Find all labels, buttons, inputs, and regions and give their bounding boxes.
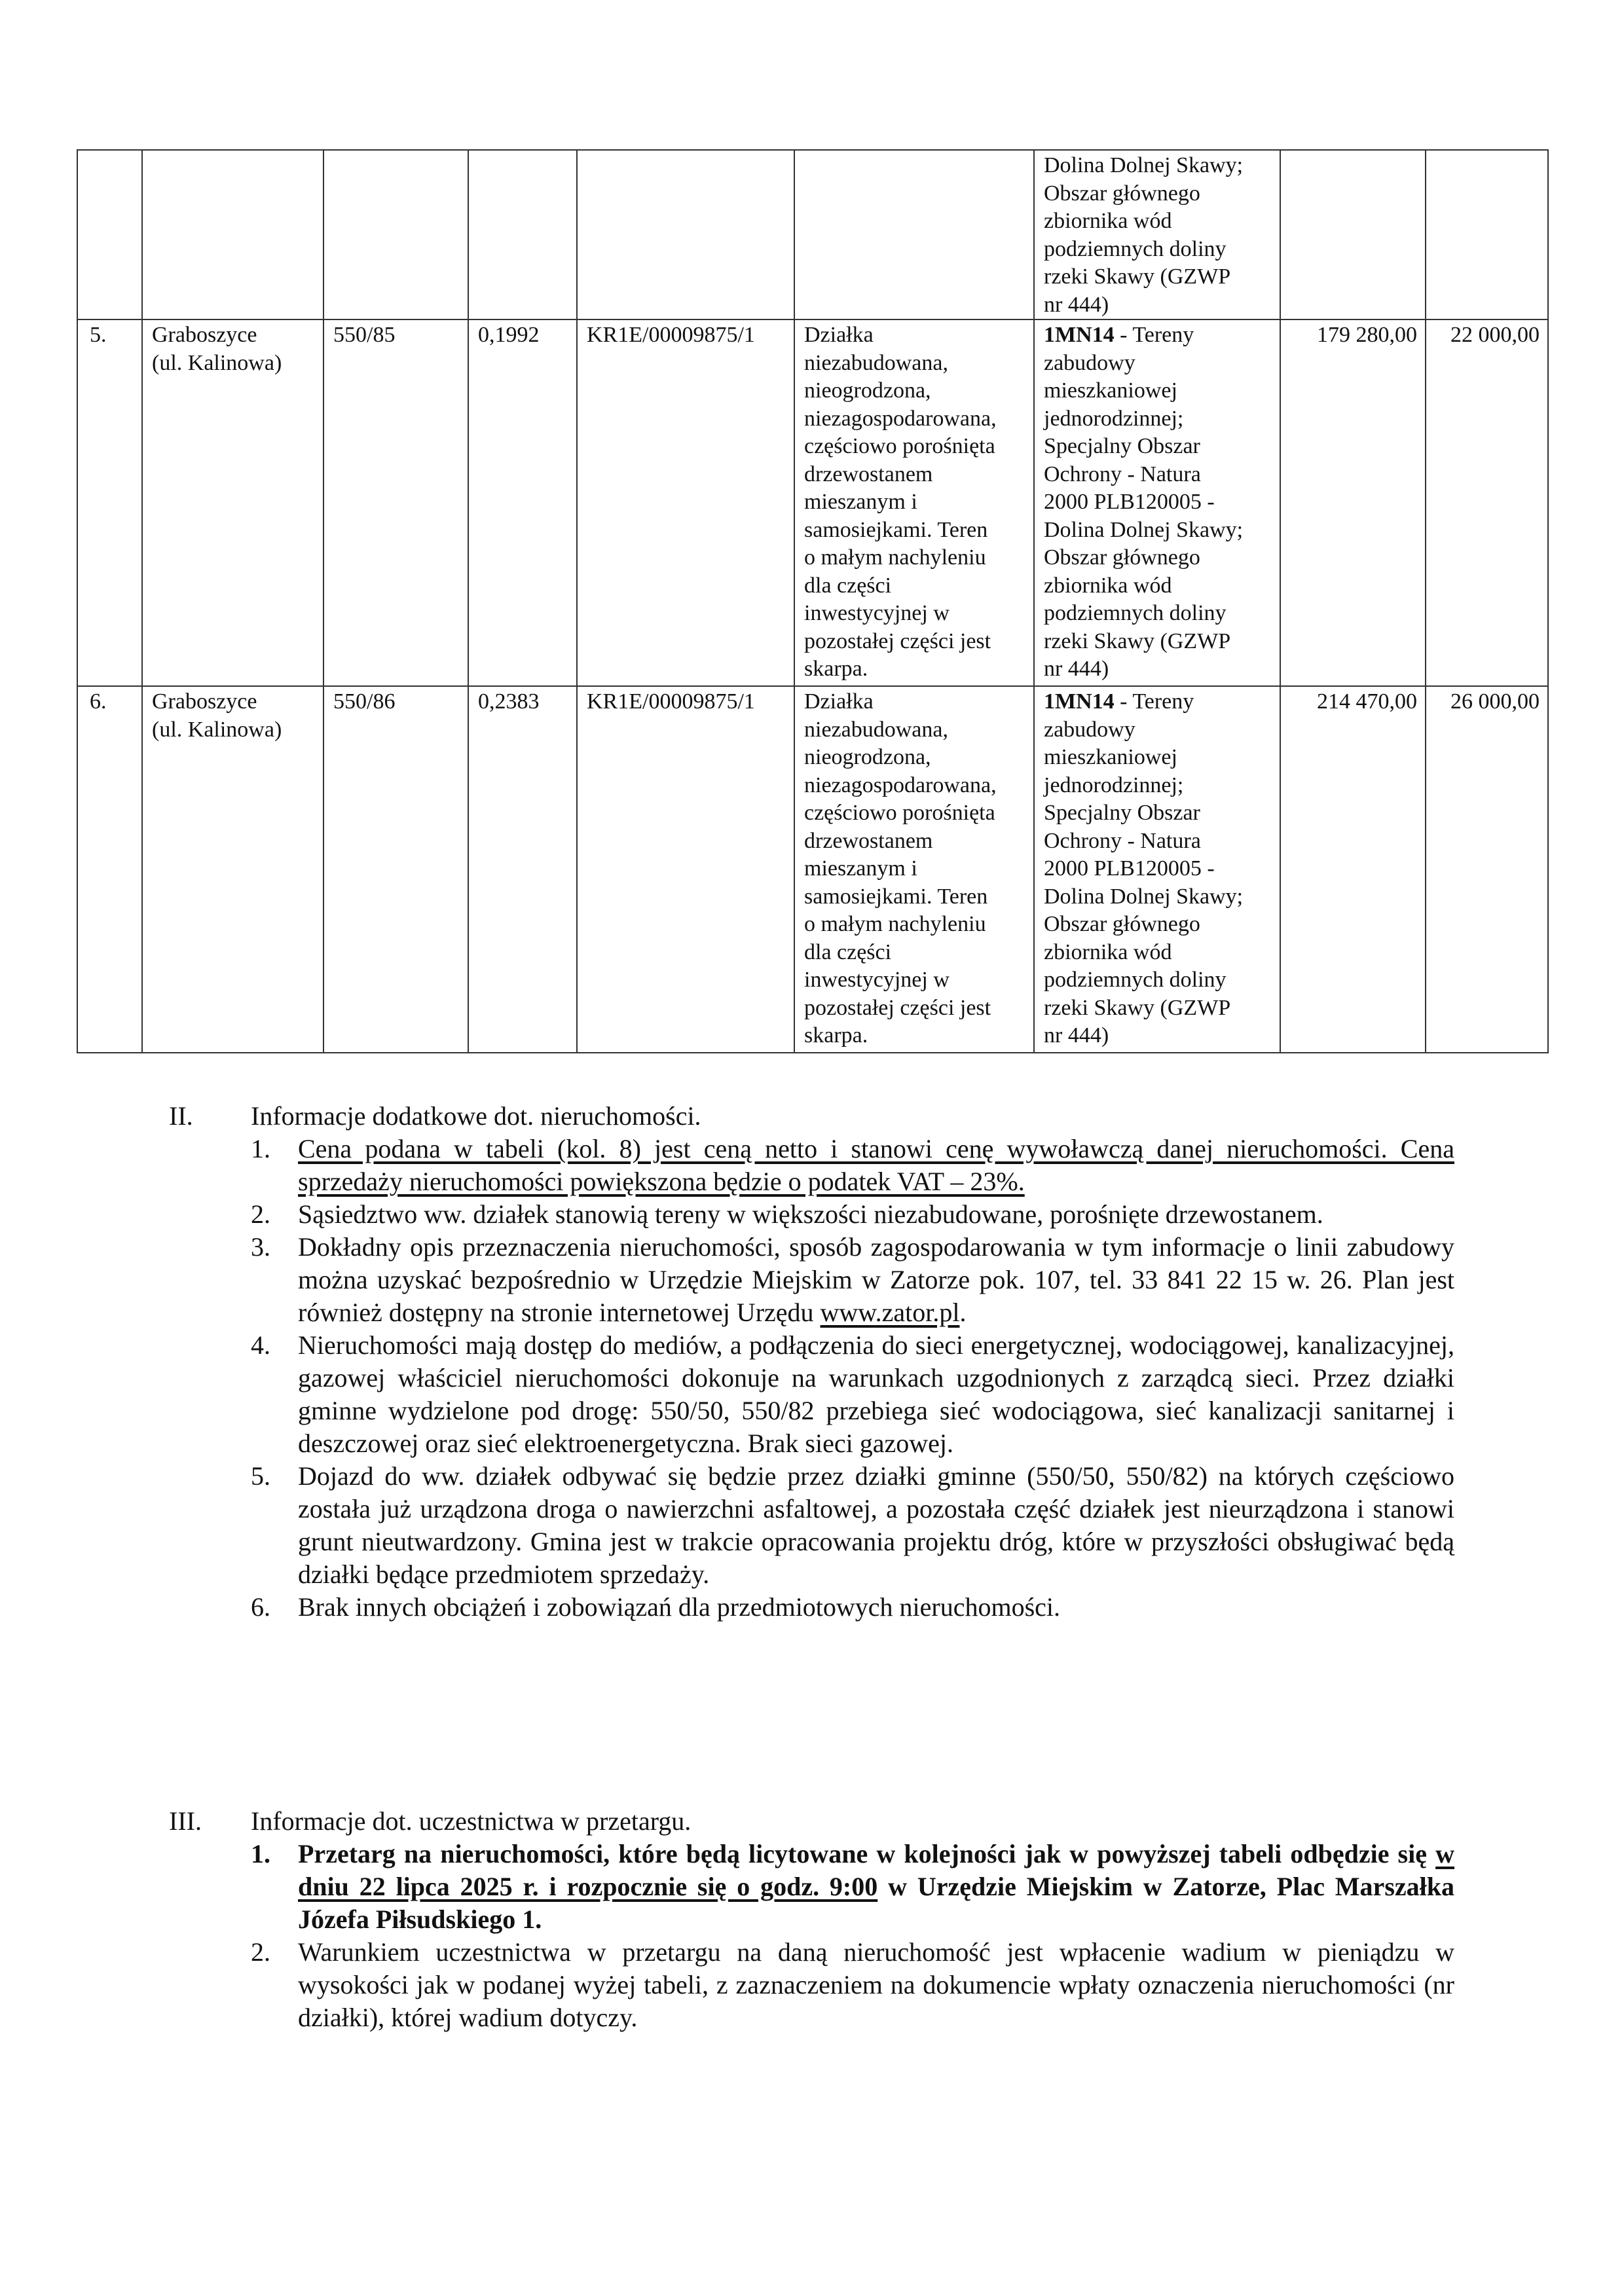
plan-code: 1MN14: [1044, 323, 1115, 347]
cell-land-register: KR1E/00009875/1: [577, 319, 794, 686]
cell-description: Działka niezabudowana, nieogrodzona, niezagospodarowana, częściowo porośnięta drzewostanem mieszanym i samosiejkami. Teren o małym nachyleniu dla części inwestycyjnej w pozostałej części jest skarpa.: [794, 319, 1034, 686]
website-link[interactable]: www.zator.pl: [820, 1298, 960, 1327]
cell-location: Graboszyce (ul. Kalinowa): [142, 319, 323, 686]
cell-plan: [1034, 150, 1280, 319]
cell-description: [794, 150, 1034, 319]
item-text: Cena podana w tabeli (kol. 8) jest ceną netto i stanowi cenę wywoławczą danej nieruchomości. Cena sprzedaży nieruchomości powiększona będzie o podatek VAT – 23%.: [298, 1134, 1454, 1196]
plan-text: - Tereny zabudowy mieszkaniowej jednorodzinnej; Specjalny Obszar Ochrony - Natura 2000 PLB120005 - Dolina Dolnej Skawy; Obszar głównego zbiornika wód podziemnych doliny rzeki Skawy (GZWP nr 444): [1044, 323, 1244, 681]
item-text: Sąsiedztwo ww. działek stanowią tereny w większości niezabudowane, porośnięte drzewostanem.: [298, 1199, 1323, 1229]
list-item: [251, 1133, 1454, 1198]
cell-deposit: 22 000,00: [1426, 319, 1548, 686]
list-item: [251, 1838, 1454, 1936]
cell-parcel: 550/86: [323, 686, 468, 1053]
cell-deposit: [1426, 150, 1548, 319]
cell-lp: 6.: [77, 686, 142, 1053]
cell-area: [468, 150, 577, 319]
cell-price: [1280, 150, 1426, 319]
table-row: [77, 686, 1548, 1053]
item-number: 6.: [251, 1592, 270, 1622]
item-text: Dojazd do ww. działek odbywać się będzie przez działki gminne (550/50, 550/82) na których częściowo została już urządzona droga o nawierzchni asfaltowej, a pozostała część działek jest nieurządzona i stanowi grunt nieutwardzony. Gmina jest w trakcie opracowania projektu dróg, które w przyszłości obsługiwać będą działki będące przedmiotem sprzedaży.: [298, 1461, 1454, 1589]
section-list: [251, 1838, 1454, 2034]
list-item: [251, 1460, 1454, 1591]
list-item: [251, 1936, 1454, 2034]
cell-area: 0,2383: [468, 686, 577, 1053]
item-text-end: w Urzędzie Miejskim w Zatorze, Plac Marszałka Józefa Piłsudskiego 1.: [298, 1872, 1454, 1934]
item-number: 1.: [251, 1134, 270, 1163]
plan-code: 1MN14: [1044, 689, 1115, 714]
list-item: [251, 1231, 1454, 1329]
cell-parcel: 550/85: [323, 319, 468, 686]
cell-plan: [1034, 686, 1280, 1053]
section-number: II.: [169, 1101, 193, 1131]
plan-text: - Tereny zabudowy mieszkaniowej jednorodzinnej; Specjalny Obszar Ochrony - Natura 2000 PLB120005 - Dolina Dolnej Skawy; Obszar głównego zbiornika wód podziemnych doliny rzeki Skawy (GZWP nr 444): [1044, 689, 1244, 1048]
item-text-end: .: [959, 1298, 967, 1327]
item-number: 4.: [251, 1330, 270, 1360]
auction-date: w dniu 22 lipca 2025 r. i rozpocznie się o godz. 9:00: [298, 1839, 1454, 1901]
item-text: Przetarg na nieruchomości, które będą licytowane w kolejności jak w powyższej tabeli odbędzie się: [298, 1839, 1436, 1868]
cell-land-register: KR1E/00009875/1: [577, 686, 794, 1053]
item-text: Dokładny opis przeznaczenia nieruchomości, sposób zagospodarowania w tym informacje o linii zabudowy można uzyskać bezpośrednio w Urzędzie Miejskim w Zatorze pok. 107, tel. 33 841 22 15 w. 26. Plan jest również dostępny na stronie internetowej Urzędu: [298, 1232, 1454, 1327]
section-number: III.: [169, 1806, 202, 1836]
cell-price: 214 470,00: [1280, 686, 1426, 1053]
list-item: [251, 1591, 1454, 1624]
cell-deposit: 26 000,00: [1426, 686, 1548, 1053]
cell-lp: [77, 150, 142, 319]
section-title: Informacje dodatkowe dot. nieruchomości.: [251, 1101, 701, 1131]
cell-area: 0,1992: [468, 319, 577, 686]
cell-lp: 5.: [77, 319, 142, 686]
table-row: [77, 150, 1548, 319]
table-row: [77, 319, 1548, 686]
item-text: Warunkiem uczestnictwa w przetargu na daną nieruchomość jest wpłacenie wadium w pieniądzu w wysokości jak w podanej wyżej tabeli, z zaznaczeniem na dokumencie wpłaty oznaczenia nieruchomości (nr działki), której wadium dotyczy.: [298, 1937, 1454, 2032]
item-text: Brak innych obciążeń i zobowiązań dla przedmiotowych nieruchomości.: [298, 1592, 1061, 1622]
cell-location: Graboszyce (ul. Kalinowa): [142, 686, 323, 1053]
cell-land-register: [577, 150, 794, 319]
item-number: 5.: [251, 1461, 270, 1491]
item-number: 1.: [251, 1839, 270, 1868]
item-number: 2.: [251, 1199, 270, 1229]
list-item: [251, 1198, 1454, 1231]
plan-text: Dolina Dolnej Skawy; Obszar głównego zbiornika wód podziemnych doliny rzeki Skawy (GZWP nr 444): [1044, 153, 1244, 317]
item-number: 3.: [251, 1232, 270, 1262]
parcels-table: [77, 149, 1549, 1053]
cell-location: [142, 150, 323, 319]
section-title: Informacje dot. uczestnictwa w przetargu.: [251, 1806, 692, 1836]
cell-plan: [1034, 319, 1280, 686]
cell-parcel: [323, 150, 468, 319]
item-text: Nieruchomości mają dostęp do mediów, a podłączenia do sieci energetycznej, wodociągowej, kanalizacyjnej, gazowej właściciel nieruchomości dokonuje na warunkach uzgodnionych z zarządcą sieci. Przez działki gminne wydzielone pod drogę: 550/50, 550/82 przebiega sieć wodociągowa, sieć kanalizacji sanitarnej i deszczowej oraz sieć elektroenergetyczna. Brak sieci gazowej.: [298, 1330, 1454, 1458]
cell-description: Działka niezabudowana, nieogrodzona, niezagospodarowana, częściowo porośnięta drzewostanem mieszanym i samosiejkami. Teren o małym nachyleniu dla części inwestycyjnej w pozostałej części jest skarpa.: [794, 686, 1034, 1053]
item-number: 2.: [251, 1937, 270, 1967]
list-item: [251, 1329, 1454, 1460]
cell-price: 179 280,00: [1280, 319, 1426, 686]
section-list: [251, 1133, 1454, 1624]
